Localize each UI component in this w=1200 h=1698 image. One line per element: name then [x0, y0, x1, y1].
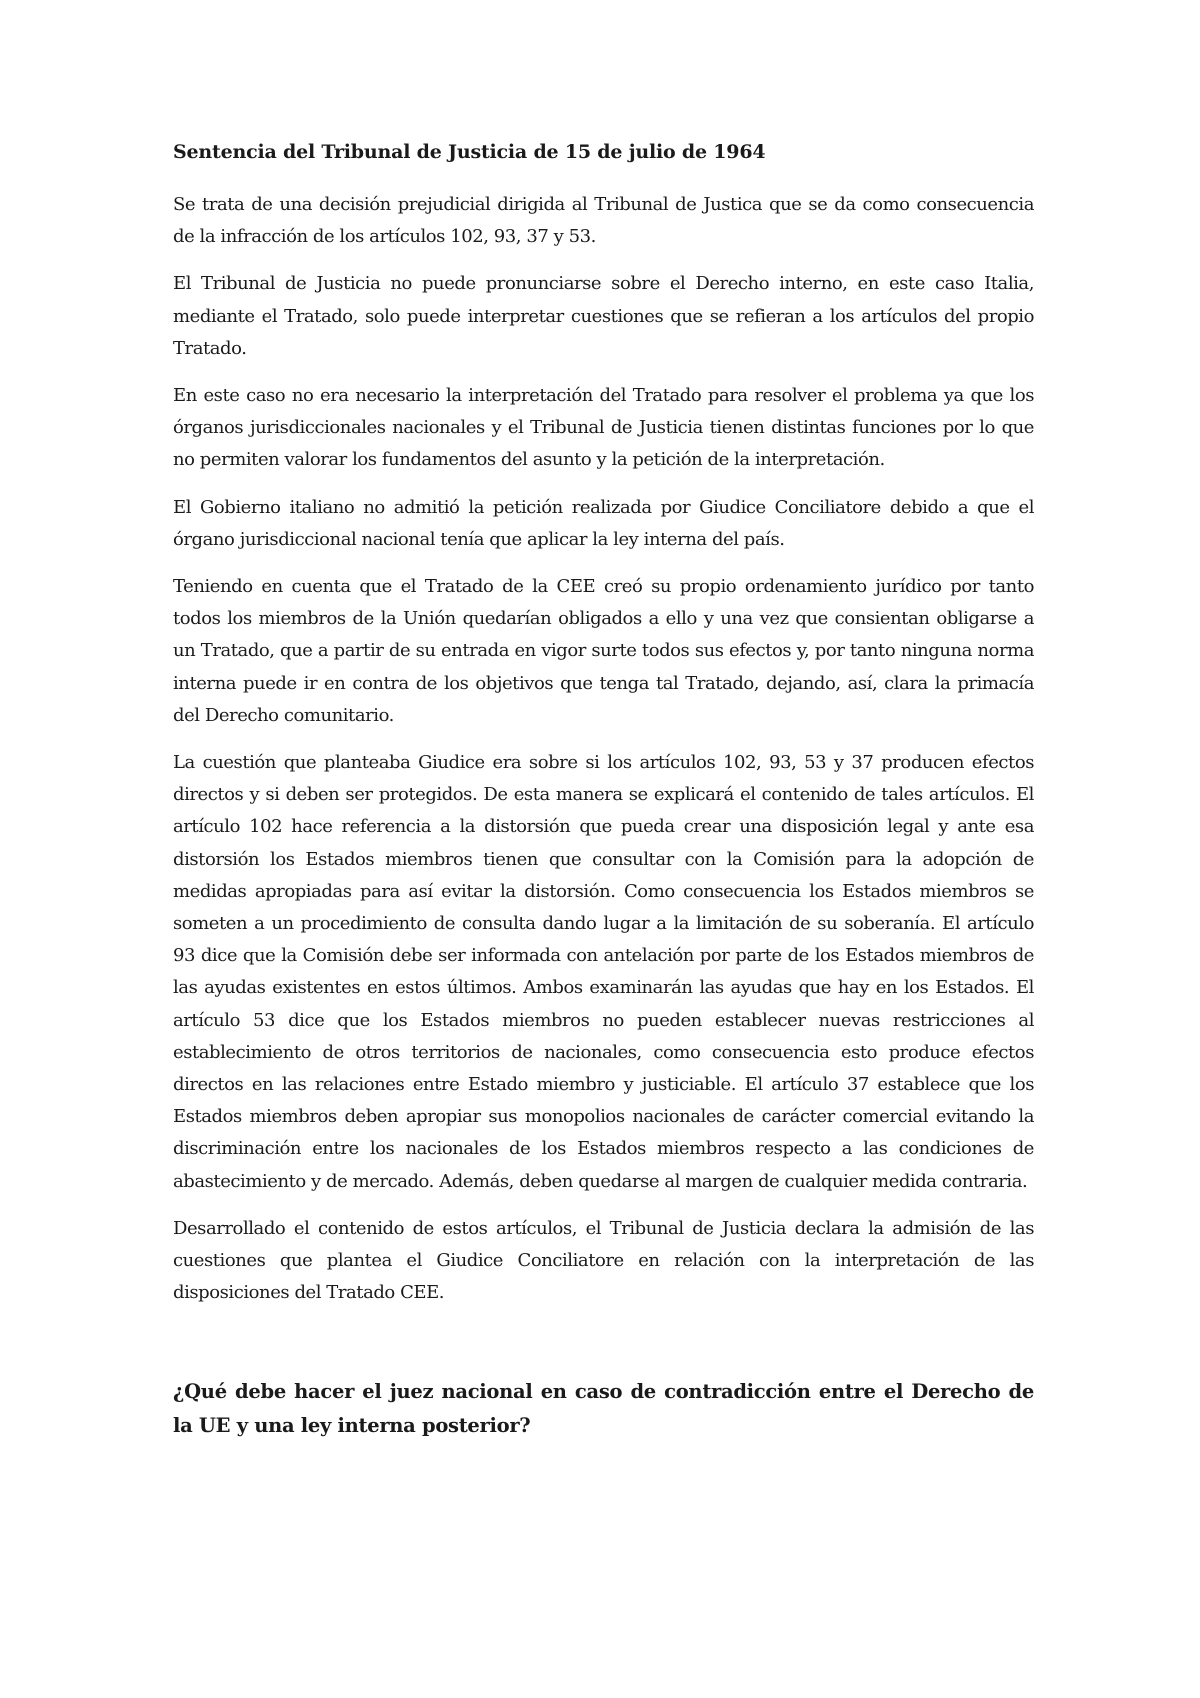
paragraph: Desarrollado el contenido de estos artículos, el Tribunal de Justicia declara la admisión de las cuestiones que plantea el Giudice Conciliatore en relación con la interpretación de las disposiciones del Tratado CEE. — [173, 1217, 1034, 1304]
document-title: Sentencia del Tribunal de Justicia de 15 de julio de 1964 — [173, 141, 766, 163]
paragraph: Se trata de una decisión prejudicial dirigida al Tribunal de Justica que se da como consecuencia de la infracción de los artículos 102, 93, 37 y 53. — [173, 194, 1034, 248]
paragraph: La cuestión que planteaba Giudice era sobre si los artículos 102, 93, 53 y 37 producen efectos directos y si deben ser protegidos. De esta manera se explicará el contenido de tales artículos. El artículo 102 hace referencia a la distorsión que pueda crear una disposición legal y ante esa distorsión los Estados miembros tienen que consultar con la Comisión para la adopción de medidas apropiadas para así evitar la distorsión. Como consecuencia los Estados miembros se someten a un procedimiento de consulta dando lugar a la limitación de su soberanía. El artículo 93 dice que la Comisión debe ser informada con antelación por parte de los Estados miembros de las ayudas existentes en estos últimos. Ambos examinarán las ayudas que hay en los Estados. El artículo 53 dice que los Estados miembros no pueden establecer nuevas restricciones al establecimiento de otros territorios de nacionales, como consecuencia esto produce efectos directos en las relaciones entre Estado miembro y justiciable. El artículo 37 establece que los Estados miembros deben apropiar sus monopolios nacionales de carácter comercial evitando la discriminación entre los nacionales de los Estados miembros respecto a las condiciones de abastecimiento y de mercado. Además, deben quedarse al margen de cualquier medida contraria. — [173, 752, 1034, 1192]
paragraph: El Gobierno italiano no admitió la petición realizada por Giudice Conciliatore debido a que el órgano jurisdiccional nacional tenía que aplicar la ley interna del país. — [173, 496, 1034, 550]
paragraph: En este caso no era necesario la interpretación del Tratado para resolver el problema ya que los órganos jurisdiccionales nacionales y el Tribunal de Justicia tienen distintas funciones por lo que no permiten valorar los fundamentos del asunto y la petición de la interpretación. — [173, 385, 1034, 471]
paragraph: El Tribunal de Justicia no puede pronunciarse sobre el Derecho interno, en este caso Italia, mediante el Tratado, solo puede interpretar cuestiones que se refieran a los artículos del propio Tratado. — [173, 273, 1034, 359]
paragraph: Teniendo en cuenta que el Tratado de la CEE creó su propio ordenamiento jurídico por tanto todos los miembros de la Unión quedarían obligados a ello y una vez que consientan obligarse a un Tratado, que a partir de su entrada en vigor surte todos sus efectos y, por tanto ninguna norma interna puede ir en contra de los objetivos que tenga tal Tratado, dejando, así, clara la primacía del Derecho comunitario. — [173, 576, 1034, 726]
section-question-heading: ¿Qué debe hacer el juez nacional en caso de contradicción entre el Derecho de la UE y una ley interna posterior? — [173, 1379, 1034, 1437]
document-page — [173, 136, 1034, 1443]
